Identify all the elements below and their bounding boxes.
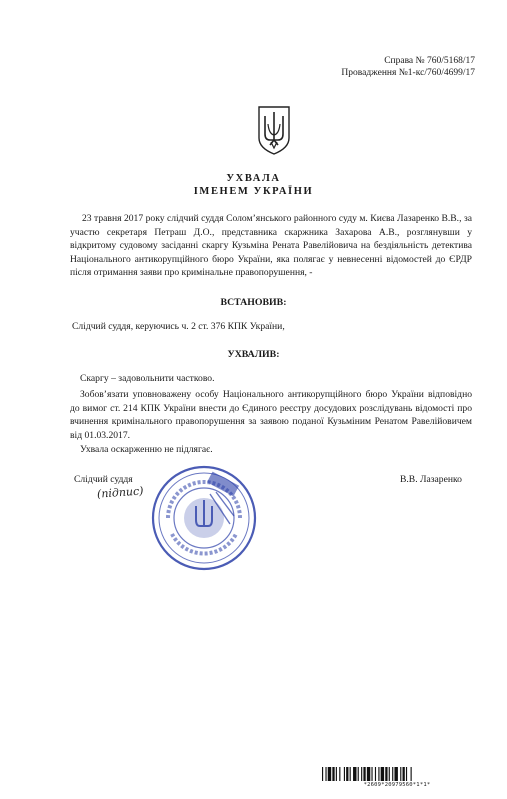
ruling-paragraph: Зобов’язати уповноважену особу Національного антикорупційного бюро України відповідно до вимог ст. 214 КПК України внести до Єдиного реєстру досудових розслідувань відомості про вчинення кримінального правопорушення за заявою поданої Кузьміним Ренатом Равелійовичем від 01.03.2017.	[70, 389, 472, 441]
ruling-line-1: Скаргу – задовольнити частково.	[80, 373, 215, 384]
court-stamp	[150, 464, 258, 572]
barcode	[322, 767, 472, 781]
intro-paragraph: 23 травня 2017 року слідчий суддя Солом’янського районного суду м. Києва Лазаренко В.В., за участю секретаря Петраш Д.О., представника скаржника Захарова А.В., розглянувши у відкритому судовому засіданні скаргу Кузьміна Рената Равелійовича на бездіяльність детектива Національного антикорупційного бюро України, яка полягає у невнесенні відомостей до ЄРДР після отримання заяви про кримінальне правопорушення, -	[70, 213, 472, 279]
trident-coat-of-arms-icon	[256, 104, 292, 156]
section-established: ВСТАНОВИВ:	[220, 297, 287, 308]
proceeding-number: Провадження №1-кс/760/4699/17	[341, 68, 475, 78]
ruling-line-3: Ухвала оскарженню не підлягає.	[80, 444, 213, 455]
section-ruled: УХВАЛИВ:	[227, 349, 280, 360]
established-text: Слідчий суддя, керуючись ч. 2 ст. 376 КПК України,	[72, 321, 285, 332]
judge-signature: (підпис)	[96, 484, 144, 501]
document-title: УХВАЛА	[226, 173, 281, 184]
barcode-number: *2609*20979560*1*1*	[363, 782, 431, 788]
document-subtitle: ІМЕНЕМ УКРАЇНИ	[193, 186, 314, 197]
case-number: Справа № 760/5168/17	[384, 56, 475, 66]
judge-title: Слідчий суддя	[74, 474, 133, 485]
judge-name: В.В. Лазаренко	[400, 474, 462, 485]
